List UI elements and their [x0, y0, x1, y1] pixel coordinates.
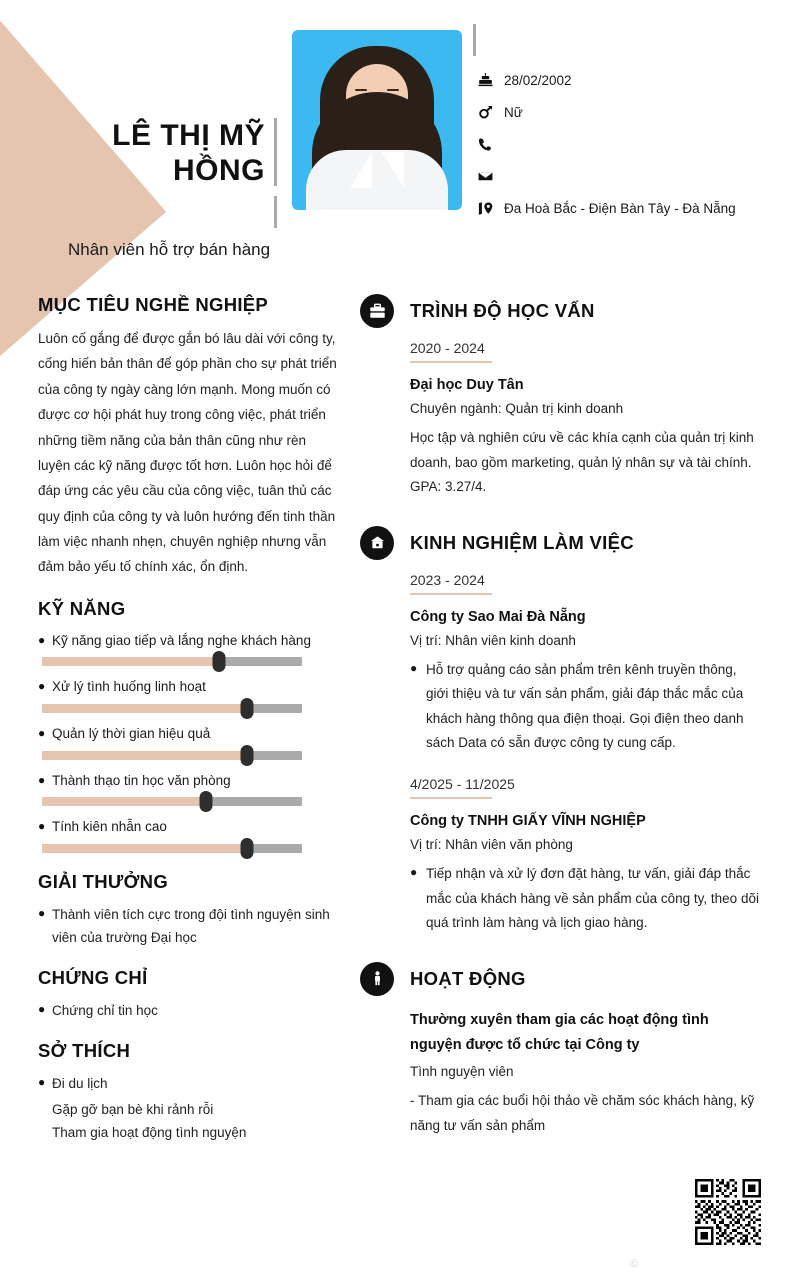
map-marker-icon: [478, 201, 504, 216]
section-skills: [38, 598, 338, 853]
activities-header: [360, 962, 760, 996]
skill-slider[interactable]: [42, 844, 302, 853]
experience-body: [360, 572, 760, 936]
hobby-text: Tham gia hoạt động tình nguyện: [52, 1124, 247, 1140]
skill-slider-thumb[interactable]: [241, 838, 254, 859]
hobbies-title: SỞ THÍCH: [38, 1040, 131, 1062]
experience-role: Vị trí: Nhân viên văn phòng: [410, 836, 573, 852]
skill-slider-thumb[interactable]: [212, 651, 225, 672]
avatar: [292, 30, 462, 210]
name-divider-top: [274, 118, 277, 186]
skill-label: Tính kiên nhẫn cao: [52, 819, 167, 835]
bullet-icon: ●: [38, 679, 46, 694]
experience-description: Hỗ trợ quảng cáo sản phẩm trên kênh truyền thông, giới thiệu và tư vấn sản phẩm, giải đáp thắc mắc của khách hàng thông qua điện thoại. Gọi điện theo danh sách Data có sẵn được công ty cung cấp.: [426, 661, 744, 751]
education-body: [360, 340, 760, 500]
skill-label-row: [38, 676, 338, 698]
skill-slider-fill: [42, 844, 247, 853]
skill-label: Thành thạo tin học văn phòng: [52, 772, 231, 788]
name-line-1: LÊ THỊ MỸ: [112, 119, 265, 152]
skill-label-row: [38, 816, 338, 838]
experience-role: Vị trí: Nhân viên kinh doanh: [410, 632, 576, 648]
contact-item-birthday: [478, 64, 736, 96]
skill-item: [38, 816, 338, 853]
photo-collar-left: [350, 152, 372, 188]
experience-duty: [410, 658, 760, 756]
award-text: Thành viên tích cực trong đội tình nguyện sinh viên của trường Đại học: [52, 906, 330, 945]
section-awards: [38, 871, 338, 949]
skill-slider[interactable]: [42, 751, 302, 760]
skill-slider[interactable]: [42, 797, 302, 806]
name-line-2: HỒNG: [173, 154, 265, 188]
skill-slider-fill: [42, 797, 206, 806]
skill-item: [38, 676, 338, 713]
contact-item-gender: [478, 96, 736, 128]
person-icon: [360, 962, 394, 996]
education-school: Đại học Duy Tân: [410, 377, 524, 393]
candidate-name: [0, 118, 265, 189]
cv-header: [0, 0, 800, 282]
bullet-icon: ●: [410, 660, 418, 675]
skill-item: [38, 770, 338, 807]
activities-body: [360, 1008, 760, 1139]
activities-title: HOẠT ĐỘNG: [410, 967, 526, 989]
skill-slider-fill: [42, 704, 247, 713]
skill-item: [38, 630, 338, 667]
phone-icon: [478, 137, 504, 152]
section-experience: [360, 526, 760, 936]
photo-brow-right: [387, 89, 399, 91]
bullet-icon: ●: [38, 1002, 46, 1017]
contact-item-address: [478, 192, 736, 224]
skill-slider-fill: [42, 751, 247, 760]
skill-slider[interactable]: [42, 704, 302, 713]
period-underline: [410, 361, 492, 363]
experience-header: [360, 526, 760, 560]
skill-slider-thumb[interactable]: [199, 791, 212, 812]
cv-body: [0, 282, 800, 1164]
activities-description: - Tham gia các buổi hội thảo về chăm sóc khách hàng, kỹ năng tư vấn sản phẩm: [410, 1093, 755, 1133]
skill-label-row: [38, 723, 338, 745]
photo-shirt: [306, 150, 448, 210]
skill-label-row: [38, 770, 338, 792]
birthday-cake-icon: [478, 73, 504, 88]
bullet-icon: ●: [38, 819, 46, 834]
certificates-title: CHỨNG CHỈ: [38, 967, 148, 989]
period-underline: [410, 797, 492, 799]
education-description: Học tập và nghiên cứu về các khía cạnh của quản trị kinh doanh, bao gồm marketing, quản lý nhân sự và tài chính. GPA: 3.27/4.: [410, 430, 754, 495]
experience-title: KINH NGHIỆM LÀM VIỆC: [410, 531, 634, 553]
bullet-icon: ●: [38, 1075, 46, 1090]
education-title: TRÌNH ĐỘ HỌC VẤN: [410, 300, 595, 321]
briefcase-icon: [360, 294, 394, 328]
photo-brow-left: [355, 89, 367, 91]
skill-label: Xử lý tình huống linh hoạt: [52, 679, 206, 695]
certificate-text: Chứng chỉ tin học: [52, 1003, 158, 1019]
awards-title: GIẢI THƯỞNG: [38, 870, 169, 892]
qr-code[interactable]: [687, 1179, 769, 1245]
section-hobbies: [38, 1040, 338, 1144]
skill-slider-thumb[interactable]: [241, 745, 254, 766]
address-value: Đa Hoà Bắc - Điện Bàn Tây - Đà Nẵng: [504, 200, 736, 216]
contact-list: [478, 64, 736, 224]
left-column: [0, 282, 360, 1164]
list-item: [38, 999, 338, 1022]
section-education: [360, 294, 760, 500]
experience-entry: [410, 776, 760, 936]
job-title: Nhân viên hỗ trợ bán hàng: [68, 240, 271, 259]
bullet-icon: ●: [38, 725, 46, 740]
hobby-text: Đi du lịch: [52, 1076, 108, 1092]
email-icon: [478, 169, 504, 184]
objective-title: MỤC TIÊU NGHỀ NGHIỆP: [38, 294, 269, 315]
gender-value: Nữ: [504, 104, 523, 120]
list-item: [38, 1072, 338, 1095]
skills-title: KỸ NĂNG: [38, 597, 126, 619]
period-underline: [410, 593, 492, 595]
bullet-icon: ●: [38, 772, 46, 787]
skill-label: Kỹ năng giao tiếp và lắng nghe khách hàng: [52, 632, 311, 648]
experience-period: 4/2025 - 11/2025: [410, 775, 515, 792]
birthday-value: 28/02/2002: [504, 72, 572, 88]
copyright-mark: ©: [630, 1258, 639, 1270]
experience-entry: [410, 572, 760, 756]
skill-slider-thumb[interactable]: [241, 698, 254, 719]
education-header: [360, 294, 760, 328]
skill-label-row: [38, 630, 338, 652]
gender-icon: [478, 105, 504, 120]
education-period: 2020 - 2024: [410, 340, 485, 356]
experience-company: Công ty Sao Mai Đà Nẵng: [410, 608, 586, 625]
section-certificates: [38, 967, 338, 1022]
contact-divider: [473, 24, 476, 56]
skill-slider[interactable]: [42, 657, 302, 666]
experience-period: 2023 - 2024: [410, 571, 485, 588]
contact-item-phone: [478, 128, 736, 160]
activities-role: Tình nguyện viên: [410, 1064, 514, 1080]
job-title-marker-icon: [36, 232, 69, 268]
contact-item-email: [478, 160, 736, 192]
skill-label: Quản lý thời gian hiệu quả: [52, 725, 211, 741]
objective-text: Luôn cố gắng để được gắn bó lâu dài với công ty, cống hiến bản thân để góp phần cho sự phát triển của công ty ngày càng lớn mạnh. Mong muốn có được cơ hội phát huy trong công việc, phát triển những tiềm năng của bản thân cũng như rèn luyện các kỹ năng được tốt hơn. Luôn học hỏi để đáp ứng các yêu cầu của công việc, tuân thủ các quy định của công ty và luôn hướng đến tinh thần làm việc nhanh nhẹn, chuyên nghiệp nhưng vẫn đảm bảo yếu tố chính xác, ổn định.: [38, 331, 337, 575]
photo-collar-right: [382, 152, 404, 188]
experience-company: Công ty TNHH GIẤY VĨNH NGHIỆP: [410, 812, 646, 829]
hobby-text: Gặp gỡ bạn bè khi rảnh rỗi: [52, 1101, 214, 1117]
bullet-icon: ●: [410, 864, 418, 879]
experience-duty: [410, 862, 760, 936]
building-icon: [360, 526, 394, 560]
skill-slider-fill: [42, 657, 219, 666]
section-career-objective: [38, 294, 338, 580]
bullet-icon: ●: [38, 905, 46, 920]
bullet-icon: ●: [38, 632, 46, 647]
skill-item: [38, 723, 338, 760]
name-divider-bottom: [274, 196, 277, 228]
list-item: [38, 903, 338, 949]
experience-description: Tiếp nhận và xử lý đơn đặt hàng, tư vấn, giải đáp thắc mắc của khách hàng về sản phẩm của công ty, theo dõi quá trình làm hàng và lịch giao hàng.: [426, 865, 759, 931]
activities-heading: Thường xuyên tham gia các hoạt động tình nguyện được tổ chức tại Công ty: [410, 1011, 709, 1053]
right-column: [360, 282, 800, 1164]
section-activities: [360, 962, 760, 1139]
education-major: Chuyên ngành: Quản trị kinh doanh: [410, 401, 624, 416]
